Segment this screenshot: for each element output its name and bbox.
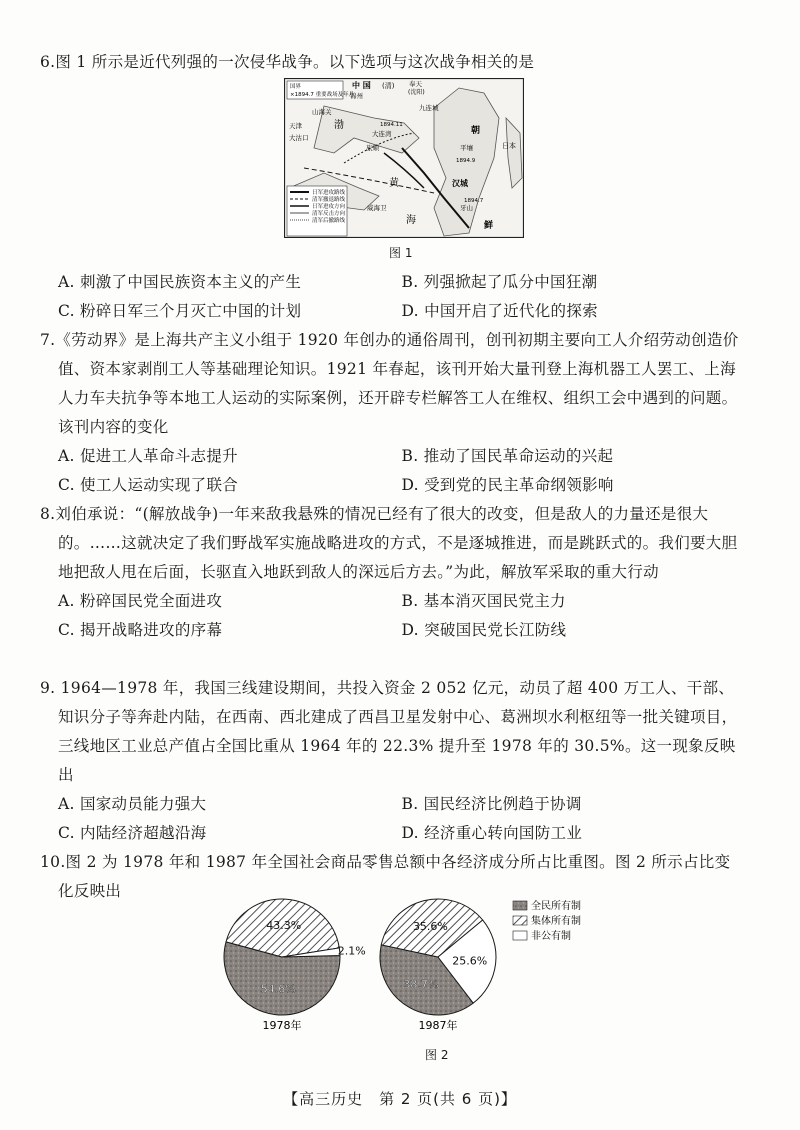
label-tianjin: 天津	[289, 122, 302, 130]
q8-option-b[interactable]: B. 基本消灭国民党主力	[401, 592, 566, 610]
q9-option-d[interactable]: D. 经济重心转向国防工业	[401, 824, 583, 842]
q7-option-c[interactable]: C. 使工人运动实现了联合	[58, 476, 239, 494]
q6-option-a[interactable]: A. 刺激了中国民族资本主义的产生	[58, 273, 302, 291]
question-6-stem: 6.图 1 所示是近代列强的一次侵华战争。以下选项与这次战争相关的是	[40, 53, 535, 71]
label-riben: 日本	[502, 142, 516, 150]
label-weihaiwei: 威海卫	[367, 204, 387, 212]
question-7	[40, 326, 745, 500]
label-qing: (清)	[382, 82, 395, 90]
pie-0-label-0: 54.6%	[260, 982, 296, 996]
q8-option-c[interactable]: C. 揭开战略进攻的序幕	[58, 621, 223, 639]
q7-option-a[interactable]: A. 促进工人革命斗志提升	[58, 447, 238, 465]
q9-option-c[interactable]: C. 内陆经济超越沿海	[58, 824, 207, 842]
pie-1-year-label: 1987年	[418, 1019, 458, 1032]
pie-0-label-1: 43.3%	[266, 919, 302, 933]
question-6-options-block	[40, 268, 745, 326]
legend-label-private: 非公有制	[531, 931, 571, 942]
q8-option-d[interactable]: D. 突破国民党长江防线	[401, 621, 567, 639]
question-9	[40, 674, 745, 848]
pie-0-year-label: 1978年	[262, 1019, 302, 1032]
legend-jp-dir: 日军进攻方向	[312, 204, 346, 210]
q9-option-b[interactable]: B. 国民经济比例趋于协调	[401, 795, 582, 813]
legend-qing-retreat: 清军撤退路线	[312, 197, 346, 203]
legend-label-collective: 集体所有制	[531, 916, 581, 927]
label-chaoxian-2: 鲜	[484, 221, 494, 231]
legend-jp-attack: 日军进攻路线	[312, 190, 346, 196]
label-china: 中 国	[352, 81, 371, 90]
question-8-stem: 8.刘伯承说：“(解放战争)一年来敌我悬殊的情况已经有了很大的改变，但是敌人的力量还是很大的。……这就决定了我们野战军实施战略进攻的方式，不是逐城推进，而是跳跃式的。我们要大胆地把敌人甩在后面，长驱直入地跃到敌人的深远后方去。”为此，解放军采取的重大行动	[40, 505, 738, 581]
pie-1-label-1: 35.6%	[412, 920, 448, 934]
q8-option-a[interactable]: A. 粉碎国民党全面进攻	[58, 592, 223, 610]
label-jinzhou: 锦州	[350, 92, 363, 100]
figure-2-pie-chart	[220, 895, 640, 1045]
q7-option-b[interactable]: B. 推动了国民革命运动的兴起	[401, 447, 614, 465]
legend-swatch-state	[513, 901, 527, 910]
legend-qing-counter: 清军反击方向	[312, 211, 346, 217]
q6-option-b[interactable]: B. 列强掀起了瓜分中国狂潮	[401, 273, 598, 291]
label-date-2: 1894.9	[456, 158, 476, 164]
question-10-stem: 10.图 2 为 1978 年和 1987 年全国社会商品零售总额中各经济成分所占比重图。图 2 所示占比变化反映出	[40, 853, 731, 900]
question-8	[40, 500, 745, 645]
label-hancheng: 汉城	[452, 179, 468, 188]
pie-0-label-2: 2.1%	[337, 944, 366, 958]
label-dalian: 大连湾	[372, 130, 392, 138]
legend-battle: ×1894.7 重要战场及年月	[290, 92, 355, 98]
label-huanghai: 黄	[389, 178, 399, 189]
question-7-stem: 7.《劳动界》是上海共产主义小组于 1920 年创办的通俗周刊，创刊初期主要向工人介绍劳动创造价值、资本家剥削工人等基础理论知识。1921 年春起，该刊开始大量刊登上海机器工人罢工、上海人力车夫抗争等本地工人运动的实际案例，还开辟专栏解答工人在维权、组织工会中遇到的问题。该刊内容的变化	[40, 331, 739, 436]
label-dagukou: 大沽口	[289, 134, 309, 142]
legend-label-state: 全民所有制	[531, 901, 581, 912]
figure-1-map	[284, 78, 524, 238]
figure-2-caption: 图 2	[425, 1048, 449, 1062]
q7-option-d[interactable]: D. 受到党的民主革命纲领影响	[401, 476, 614, 494]
question-8-options	[40, 587, 745, 645]
label-yashan: 牙山	[460, 204, 473, 212]
label-bohai: 渤	[334, 120, 344, 131]
question-6	[40, 48, 745, 77]
label-date-3: 1894.7	[464, 198, 484, 204]
label-lushun: 旅顺	[366, 144, 379, 152]
q6-option-d[interactable]: D. 中国开启了近代化的探索	[401, 302, 598, 320]
label-shanhaiguan: 山海关	[312, 108, 332, 116]
label-chaoxian-1: 朝	[471, 126, 481, 136]
figure-1-caption: 图 1	[389, 246, 413, 260]
legend-swatch-collective	[513, 916, 527, 925]
label-date-1: 1894.11	[380, 122, 403, 128]
q9-option-a[interactable]: A. 国家动员能力强大	[58, 795, 207, 813]
label-fengtian-alt: (沈阳)	[408, 89, 425, 96]
question-9-options	[40, 790, 745, 848]
question-6-options	[40, 268, 745, 326]
pie-1-label-2: 25.6%	[452, 954, 488, 968]
question-9-stem: 9. 1964—1978 年，我国三线建设期间，共投入资金 2 052 亿元，动员了超 400 万工人、干部、知识分子等奔赴内陆，在西南、西北建成了西昌卫星发射中心、葛洲坝水利枢纽等一批关键项目，三线地区工业总产值占全国比重从 1964 年的 22.3% 提升至 1978 年的 30.5%。这一现象反映出	[40, 679, 738, 784]
label-pyongyang: 平壤	[460, 144, 473, 152]
label-hai: 海	[406, 215, 416, 226]
legend-swatch-private	[513, 931, 527, 940]
label-fengtian: 奉天	[409, 80, 422, 88]
q6-option-c[interactable]: C. 粉碎日军三个月灭亡中国的计划	[58, 302, 302, 320]
legend-border: 国界	[290, 84, 302, 90]
pie-1-label-0: 38.7%	[403, 977, 439, 991]
question-7-options	[40, 442, 745, 500]
page-footer: 【高三历史 第 2 页(共 6 页)】	[283, 1090, 517, 1108]
label-jiulian: 九连城	[419, 104, 439, 112]
legend-qing-back: 清军后撤路线	[312, 218, 346, 224]
